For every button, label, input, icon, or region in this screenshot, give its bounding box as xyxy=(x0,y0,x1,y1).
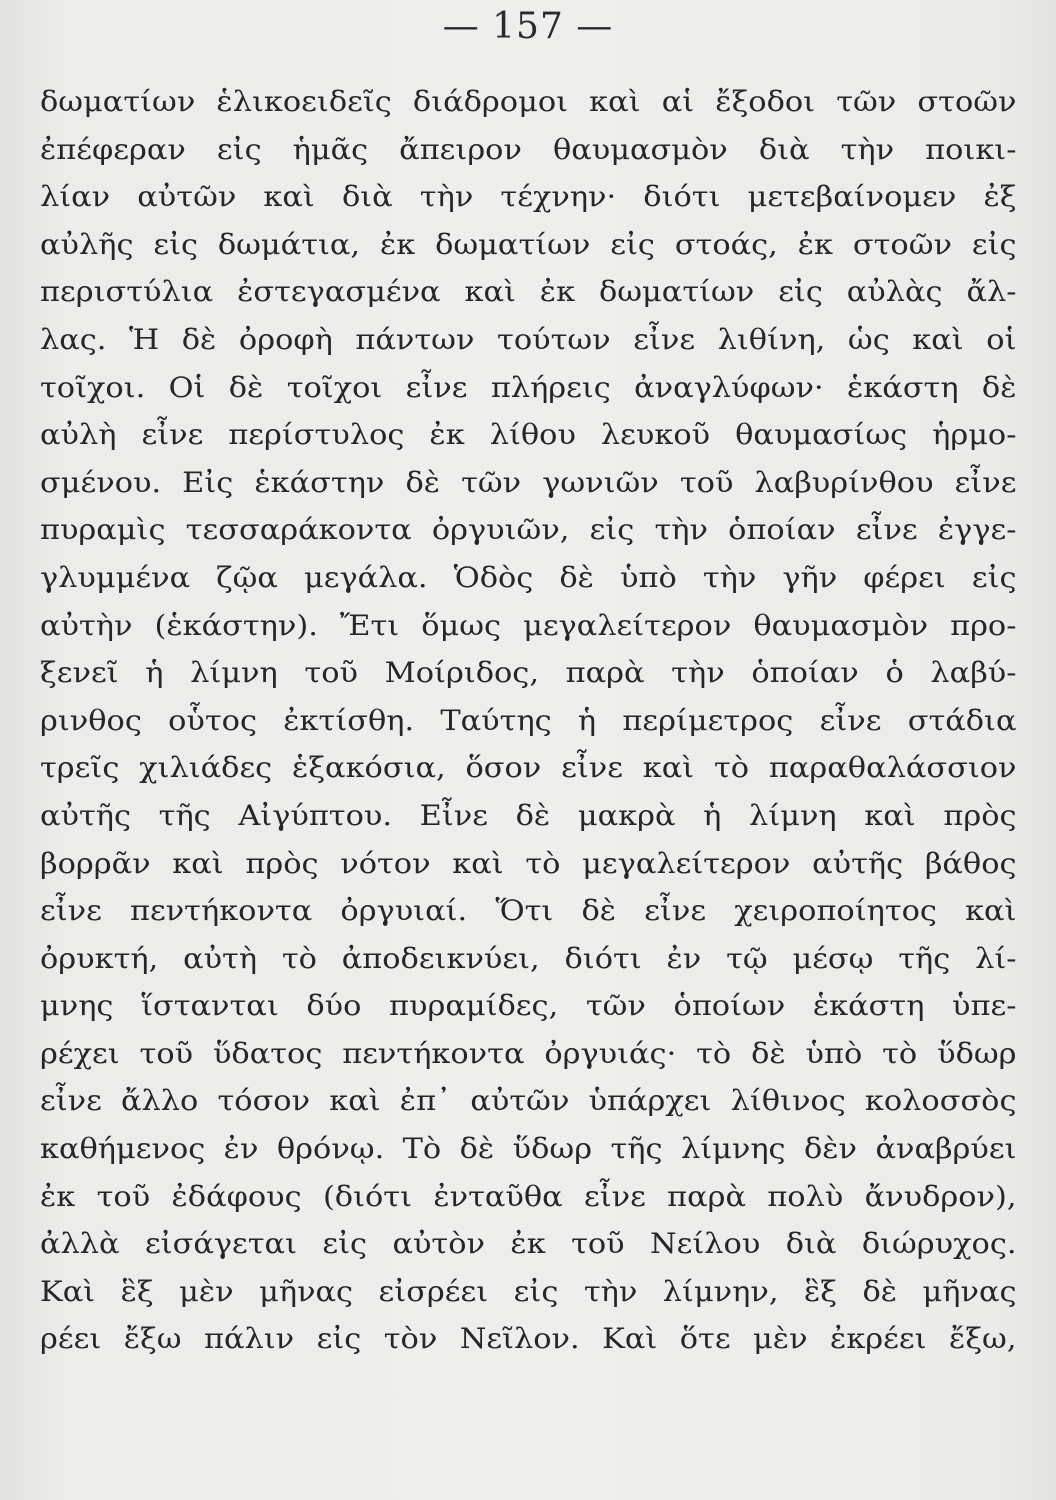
text-line: ἐπέφεραν εἰς ἡμᾶς ἄπειρον θαυμασμὸν διὰ τὴν ποικι- xyxy=(40,132,1017,166)
text-line: Καὶ ἓξ μὲν μῆνας εἰσρέει εἰς τὴν λίμνην, ἓξ δὲ μῆνας xyxy=(40,1274,1017,1308)
text-line: ρέχει τοῦ ὕδατος πεντήκοντα ὀργυιάς· τὸ δὲ ὑπὸ τὸ ὕδωρ xyxy=(40,1036,1017,1070)
text-line: ρέει ἔξω πάλιν εἰς τὸν Νεῖλον. Καὶ ὅτε μὲν ἐκρέει ἔξω, xyxy=(40,1322,1017,1356)
text-line: καθήμενος ἐν θρόνῳ. Τὸ δὲ ὕδωρ τῆς λίμνης δὲν ἀναβρύει xyxy=(40,1132,1017,1166)
text-line: εἶνε πεντήκοντα ὀργυιαί. Ὅτι δὲ εἶνε χειροποίητος καὶ xyxy=(40,894,1017,928)
text-line: περιστύλια ἐστεγασμένα καὶ ἐκ δωματίων εἰς αὐλὰς ἄλ- xyxy=(40,275,1017,309)
text-line: ὀρυκτή, αὐτὴ τὸ ἀποδεικνύει, διότι ἐν τῷ μέσῳ τῆς λί- xyxy=(40,941,1017,975)
text-line: τρεῖς χιλιάδες ἑξακόσια, ὅσον εἶνε καὶ τὸ παραθαλάσσιον xyxy=(40,751,1017,785)
text-line: αὐτῆς τῆς Αἰγύπτου. Εἶνε δὲ μακρὰ ἡ λίμνη καὶ πρὸς xyxy=(40,798,1017,832)
text-line: λίαν αὐτῶν καὶ διὰ τὴν τέχνην· διότι μετεβαίνομεν ἐξ xyxy=(40,180,1017,214)
text-line: αὐλὴ εἶνε περίστυλος ἐκ λίθου λευκοῦ θαυμασίως ἡρμο- xyxy=(40,418,1017,452)
text-line: εἶνε ἄλλο τόσον καὶ ἐπ᾽ αὐτῶν ὑπάρχει λίθινος κολοσσὸς xyxy=(40,1084,1017,1118)
page-number-header: — 157 — xyxy=(442,6,614,47)
text-line: αὐλῆς εἰς δωμάτια, ἐκ δωματίων εἰς στοάς, ἐκ στοῶν εἰς xyxy=(40,227,1017,261)
page-body-text xyxy=(40,78,1017,1363)
text-line: ἀλλὰ εἰσάγεται εἰς αὐτὸν ἐκ τοῦ Νείλου διὰ διώρυχος. xyxy=(40,1227,1017,1261)
text-line: σμένου. Εἰς ἑκάστην δὲ τῶν γωνιῶν τοῦ λαβυρίνθου εἶνε xyxy=(40,465,1017,499)
text-line: δωματίων ἑλικοειδεῖς διάδρομοι καὶ αἱ ἔξοδοι τῶν στοῶν xyxy=(40,85,1017,118)
text-line: ξενεῖ ἡ λίμνη τοῦ Μοίριδος, παρὰ τὴν ὁποίαν ὁ λαβύ- xyxy=(40,656,1017,690)
text-line: ἐκ τοῦ ἐδάφους (διότι ἐνταῦθα εἶνε παρὰ πολὺ ἄνυδρον), xyxy=(40,1179,1017,1213)
text-line: πυραμὶς τεσσαράκοντα ὀργυιῶν, εἰς τὴν ὁποίαν εἶνε ἐγγε- xyxy=(40,513,1017,547)
text-line: λας. Ἡ δὲ ὀροφὴ πάντων τούτων εἶνε λιθίνη, ὡς καὶ οἱ xyxy=(40,322,1017,356)
text-line: μνης ἵστανται δύο πυραμίδες, τῶν ὁποίων ἑκάστη ὑπε- xyxy=(40,989,1017,1023)
text-line: αὐτὴν (ἑκάστην). Ἔτι ὅμως μεγαλείτερον θαυμασμὸν προ- xyxy=(40,608,1017,642)
text-line: βορρᾶν καὶ πρὸς νότον καὶ τὸ μεγαλείτερον αὐτῆς βάθος xyxy=(40,846,1017,880)
text-line: γλυμμένα ζῷα μεγάλα. Ὁδὸς δὲ ὑπὸ τὴν γῆν φέρει εἰς xyxy=(40,560,1017,594)
text-line: ρινθος οὗτος ἐκτίσθη. Ταύτης ἡ περίμετρος εἶνε στάδια xyxy=(40,703,1017,737)
text-line: τοῖχοι. Οἱ δὲ τοῖχοι εἶνε πλήρεις ἀναγλύφων· ἑκάστη δὲ xyxy=(40,370,1017,404)
